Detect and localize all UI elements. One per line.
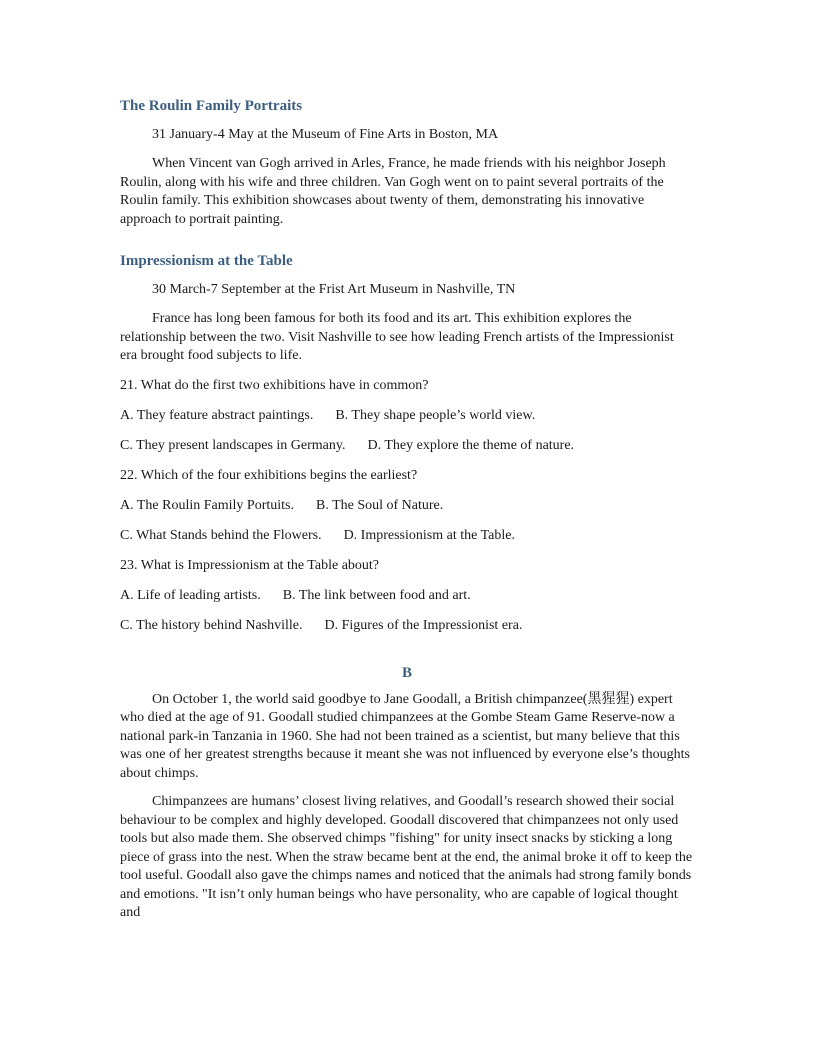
option-c: C. They present landscapes in Germany. bbox=[120, 437, 346, 453]
section-b-heading: B bbox=[401, 664, 412, 681]
option-row bbox=[120, 586, 694, 605]
option-row bbox=[120, 616, 694, 635]
option-c: C. The history behind Nashville. bbox=[120, 617, 303, 633]
exhibition-impressionism bbox=[120, 251, 694, 366]
exhibition-details: 31 January-4 May at the Museum of Fine Arts in Boston, MA bbox=[152, 127, 499, 142]
question-stem: 21. What do the first two exhibitions have in common? bbox=[120, 377, 429, 393]
option-d: D. Figures of the Impressionist era. bbox=[324, 617, 523, 633]
question-22 bbox=[120, 466, 694, 545]
option-d: D. They explore the theme of nature. bbox=[367, 437, 575, 453]
passage-paragraph: On October 1, the world said goodbye to Jane Goodall, a British chimpanzee(黑猩猩) expert who died at the age of 91. Goodall studied chimpanzees at the Gombe Steam Game Reserve-now a national park-in Tanzania in 1960. She had not been trained as a scientist, but many believe that this was one of her greatest strengths because it meant she was not influenced by everyone else’s thoughts about chimps. bbox=[120, 691, 690, 781]
option-row bbox=[120, 406, 694, 425]
option-b: B. They shape people’s world view. bbox=[335, 407, 536, 423]
question-21 bbox=[120, 376, 694, 455]
option-a: A. They feature abstract paintings. bbox=[120, 407, 314, 423]
option-b: B. The Soul of Nature. bbox=[315, 497, 444, 513]
document-page bbox=[120, 96, 694, 933]
passage-paragraph: Chimpanzees are humans’ closest living relatives, and Goodall’s research showed their social behaviour to be complex and highly developed. Goodall discovered that chimpanzees not only used tools but also made them. She observed chimps "fishing" for unity insect snacks by sticking a long piece of grass into the nest. When the straw became bent at the end, the animal broke it off to keep the tool useful. Goodall also gave the chimps names and noticed that the animals had strong family bonds and emotions. "It isn’t only human beings who have personality, who are capable of logical thought and bbox=[120, 794, 693, 920]
option-row bbox=[120, 436, 694, 455]
exhibition-description: When Vincent van Gogh arrived in Arles, France, he made friends with his neighbor Joseph Roulin, along with his wife and three children. Van Gogh went on to paint several portraits of the Roulin family. This exhibition showcases about twenty of them, demonstrating his innovative approach to portrait painting. bbox=[120, 156, 666, 227]
option-c: C. What Stands behind the Flowers. bbox=[120, 527, 322, 543]
option-a: A. The Roulin Family Portuits. bbox=[120, 497, 294, 513]
exhibition-details: 30 March-7 September at the Frist Art Museum in Nashville, TN bbox=[152, 282, 516, 297]
question-stem: 22. Which of the four exhibitions begins the earliest? bbox=[120, 467, 418, 483]
option-row bbox=[120, 526, 694, 545]
question-stem: 23. What is Impressionism at the Table about? bbox=[120, 557, 380, 573]
exhibition-title: The Roulin Family Portraits bbox=[120, 98, 303, 114]
option-d: D. Impressionism at the Table. bbox=[343, 527, 515, 543]
option-row bbox=[120, 496, 694, 515]
option-b: B. The link between food and art. bbox=[282, 587, 471, 603]
option-a: A. Life of leading artists. bbox=[120, 587, 261, 603]
question-23 bbox=[120, 556, 694, 635]
exhibition-roulin bbox=[120, 96, 694, 229]
exhibition-title: Impressionism at the Table bbox=[120, 253, 293, 269]
exhibition-description: France has long been famous for both its food and its art. This exhibition explores the relationship between the two. Visit Nashville to see how leading French artists of the Impressionist era brought food subjects to life. bbox=[120, 311, 674, 363]
